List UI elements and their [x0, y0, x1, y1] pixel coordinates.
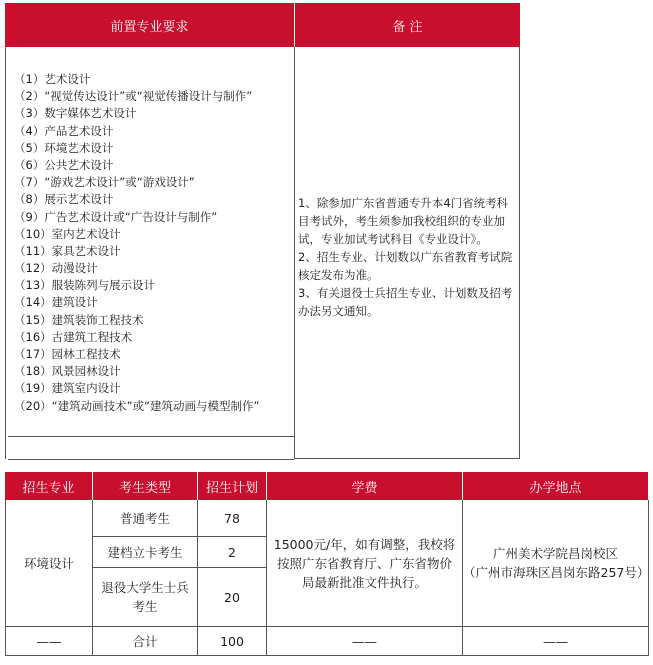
- total-fee-cell: [267, 626, 463, 656]
- majors-list: [14, 71, 259, 415]
- header-location-label: 办学地点: [529, 480, 582, 496]
- list-item: （5）环境艺术设计: [14, 140, 114, 155]
- header-major: [5, 472, 92, 500]
- list-item: （3）数字媒体艺术设计: [14, 106, 137, 121]
- major-cell: [5, 500, 93, 626]
- list-item: （14）建筑设计: [14, 295, 98, 310]
- header-requirements: [5, 3, 294, 47]
- total-plan-value: 100: [220, 633, 244, 649]
- table-row-plan-3: [198, 568, 267, 626]
- table-row-type-1: [93, 500, 198, 537]
- list-item: （17）园林工程技术: [14, 347, 121, 361]
- total-major-cell: [5, 626, 93, 656]
- notes-text: [298, 194, 516, 320]
- table-row-type-3: [93, 568, 198, 626]
- header-type-label: 考生类型: [118, 480, 171, 496]
- location-cell: [463, 500, 649, 626]
- list-item: （20）“建筑动画技术”或“建筑动画与模型制作”: [14, 398, 260, 413]
- fee-value: 15000元/年，如有调整，我校将按照广东省教育厅、广东省物价局最新批准文件执行。: [273, 536, 456, 590]
- list-item: （13）服装陈列与展示设计: [14, 278, 156, 293]
- total-location-value: ——: [543, 633, 568, 649]
- majors-cell: [5, 47, 295, 459]
- list-item: （12）动漫设计: [14, 261, 98, 276]
- plan-value: 2: [228, 544, 236, 560]
- fee-cell: [267, 500, 463, 626]
- header-major-label: 招生专业: [22, 480, 75, 496]
- list-item: （10）室内艺术设计: [14, 226, 121, 241]
- total-plan-cell: [198, 626, 267, 656]
- list-item: （7）“游戏艺术设计”或“游戏设计”: [14, 175, 195, 190]
- location-name: 广州美术学院昌岗校区: [492, 546, 618, 561]
- major-value: 环境设计: [23, 555, 74, 571]
- note-1: 1、除参加广东省普通专升本4门省统考科目考试外，考生须参加我校组织的专业加试，专业加试考试科目《专业设计》。: [298, 196, 509, 246]
- list-item: （16）古建筑工程技术: [14, 329, 133, 344]
- table-row-type-2: [93, 537, 198, 568]
- total-major-value: ——: [36, 633, 62, 649]
- note-3: 3、有关退役士兵招生专业、计划数及招考办法另文通知。: [298, 286, 513, 318]
- type-value: 退役大学生士兵考生: [101, 580, 189, 614]
- header-plan: [198, 472, 266, 500]
- list-item: （19）建筑室内设计: [14, 381, 121, 396]
- location-address: （广州市海珠区昌岗东路257号）: [463, 565, 650, 580]
- table-row-plan-2: [198, 537, 267, 568]
- header-notes: [295, 3, 520, 47]
- header-notes-label: 备 注: [392, 19, 423, 35]
- divider: [8, 459, 294, 460]
- list-item: （1）艺术设计: [14, 72, 91, 86]
- divider: [8, 436, 294, 437]
- type-value: 普通考生: [119, 510, 170, 526]
- type-value: 建档立卡考生: [107, 544, 183, 560]
- list-item: （6）公共艺术设计: [14, 157, 114, 172]
- list-item: （2）“视觉传达设计”或“视觉传播设计与制作”: [14, 89, 253, 104]
- plan-value: 78: [224, 510, 240, 526]
- total-fee-value: ——: [352, 633, 377, 649]
- total-label: 合计: [132, 633, 158, 649]
- header-type: [93, 472, 197, 500]
- header-fee: [267, 472, 462, 500]
- list-item: （8）展示艺术设计: [14, 192, 114, 207]
- header-requirements-label: 前置专业要求: [110, 19, 189, 35]
- plan-value: 20: [224, 589, 240, 605]
- list-item: （9）广告艺术设计或“广告设计与制作”: [14, 209, 218, 224]
- list-item: （15）建筑装饰工程技术: [14, 312, 144, 327]
- list-item: （4）产品艺术设计: [14, 123, 114, 138]
- table-row-plan-1: [198, 500, 267, 537]
- total-location-cell: [463, 626, 649, 656]
- total-label-cell: [93, 626, 198, 656]
- notes-cell: [295, 47, 520, 459]
- note-2: 2、招生专业、计划数以广东省教育考试院核定发布为准。: [298, 250, 513, 282]
- list-item: （18）风景园林设计: [14, 364, 121, 379]
- list-item: （11）家具艺术设计: [14, 243, 121, 258]
- header-location: [463, 472, 648, 500]
- header-fee-label: 学费: [351, 480, 378, 496]
- header-plan-label: 招生计划: [205, 480, 258, 496]
